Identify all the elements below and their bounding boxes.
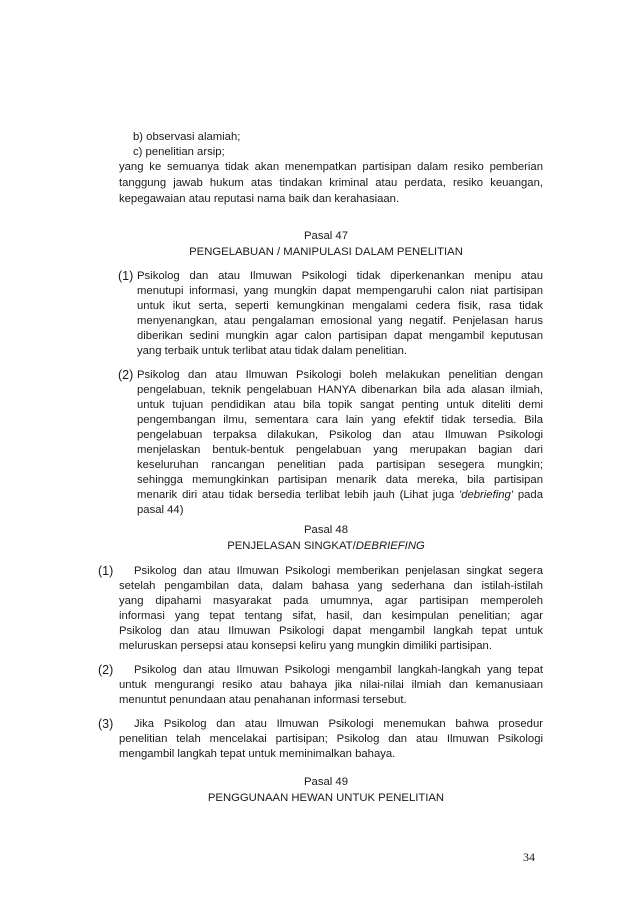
pasal-47-item-2-line: menjelaskan bentuk-bentuk pengelabuan yang merupakan bagian dari xyxy=(137,444,543,456)
line-text: pada xyxy=(512,489,543,501)
pasal-47-item-2-line: pasal 44) xyxy=(137,504,184,516)
pasal-48-item-2-line: untuk mengurangi resiko atau bahaya jika nilai-nilai ilmiah dan kemanusiaan xyxy=(119,679,543,691)
pasal-48-item-3-line: penelitian telah mencelakai partisipan; Psikolog dan atau Ilmuwan Psikologi xyxy=(119,733,543,745)
pasal-49-heading: PENGGUNAAN HEWAN UNTUK PENELITIAN xyxy=(207,792,445,804)
pasal-47-item-1-line: Psikolog dan atau Ilmuwan Psikologi tidak diperkenankan menipu atau xyxy=(137,270,543,282)
intro-line-3: kepegawaian atau reputasi nama baik dan kerahasiaan. xyxy=(119,193,400,205)
pasal-47-item-2-line: pengelabuan terpaksa dilakukan, Psikolog dan atau Ilmuwan Psikologi xyxy=(137,429,543,441)
pasal-48-item-1-line: meluruskan persepsi atau konsepsi keliru yang mungkin dimiliki partisipan. xyxy=(119,640,492,652)
pasal-48-item-3-line: Jika Psikolog dan atau Ilmuwan Psikologi menemukan bahwa prosedur xyxy=(134,718,543,730)
pasal-47-item-2-line: sehingga memungkinkan partisipan menarik data mereka, bila partisipan xyxy=(137,474,543,486)
pasal-48-item-1-line: Psikolog dan atau Ilmuwan Psikologi memberikan penjelasan singkat segera xyxy=(134,565,543,577)
intro-line-2: tanggung jawab hukum atas tindakan kriminal atau perdata, resiko keuangan, xyxy=(119,177,543,189)
pasal-48-heading xyxy=(0,538,638,554)
pasal-47-item-1-line: menyenangkan, atau pengalaman emosional yang negatif. Penjelasan harus xyxy=(137,315,543,327)
pasal-47-item-1-line: menutupi informasi, yang mungkin dapat mempengaruhi calon niat partisipan xyxy=(137,285,543,297)
pasal-47-item-1-number: (1) xyxy=(118,269,134,283)
pasal-48-title: Pasal 48 xyxy=(304,524,348,536)
pasal-48-item-1-line: yang dipahami masyarakat pada umumnya, agar partisipan memperoleh xyxy=(119,595,543,607)
list-item-c: c) penelitian arsip; xyxy=(133,146,225,158)
page-number: 34 xyxy=(523,850,535,864)
pasal-47-item-1-line: yang terbaik untuk terlibat atau tidak dalam penelitian. xyxy=(137,345,408,357)
pasal-48-item-1-line: setelah pengambilan data, dalam bahasa yang sederhana dan istilah-istilah xyxy=(119,580,543,592)
pasal-47-item-2-line: pengembangan ilmu, sementara cara lain yang efektif tidak tersedia. Bila xyxy=(137,414,543,426)
pasal-48-item-3-line: mengambil langkah tepat untuk meminimalkan bahaya. xyxy=(119,748,396,760)
pasal-47-heading: PENGELABUAN / MANIPULASI DALAM PENELITIAN xyxy=(189,246,463,258)
line-text: menarik diri atau tidak bersedia terlibat lebih jauh (Lihat juga xyxy=(137,489,460,501)
pasal-48-item-1-number: (1) xyxy=(98,564,114,578)
pasal-48-item-1-line: Psikolog dan atau Ilmuwan Psikologi dapat mengambil langkah tepat untuk xyxy=(119,625,543,637)
heading-emphasis: DEBRIEFING xyxy=(355,540,425,552)
debriefing-emphasis: 'debriefing' xyxy=(459,489,513,501)
pasal-47-item-2-line: keseluruhan rancangan penelitian pada partisipan sesegera mungkin; xyxy=(137,459,543,471)
pasal-47-item-2-line: pengelabuan, teknik pengelabuan HANYA dibenarkan bila ada alasan ilmiah, xyxy=(137,384,543,396)
pasal-47-title: Pasal 47 xyxy=(304,230,348,242)
pasal-48-item-2-number: (2) xyxy=(98,663,114,677)
intro-line-1: yang ke semuanya tidak akan menempatkan partisipan dalam resiko pemberian xyxy=(119,161,543,173)
pasal-47-item-2-number: (2) xyxy=(118,368,134,382)
pasal-48-item-1-line: informasi yang tepat tentang sifat, hasil, dan kesimpulan penelitian; agar xyxy=(119,610,543,622)
list-item-b: b) observasi alamiah; xyxy=(133,131,241,143)
pasal-47-item-1-line: diberikan sedini mungkin agar calon partisipan dapat mengambil keputusan xyxy=(137,330,543,342)
pasal-48-item-2-line: menuntut penundaan atau penahanan informasi tersebut. xyxy=(119,694,407,706)
pasal-47-item-2-line: Psikolog dan atau Ilmuwan Psikologi boleh melakukan penelitian dengan xyxy=(137,369,543,381)
pasal-49-title: Pasal 49 xyxy=(304,776,348,788)
pasal-48-item-2-line: Psikolog dan atau Ilmuwan Psikologi mengambil langkah-langkah yang tepat xyxy=(134,664,543,676)
pasal-48-item-3-number: (3) xyxy=(98,717,114,731)
pasal-47-item-1-line: untuk ikut serta, seperti kemungkinan mengalami cedera fisik, rasa tidak xyxy=(137,300,543,312)
pasal-47-item-2-line xyxy=(137,487,543,503)
heading-text: PENJELASAN SINGKAT/ xyxy=(227,540,356,552)
pasal-47-item-2-line: untuk tujuan pendidikan atau bila topik sangat penting untuk diteliti demi xyxy=(137,399,543,411)
